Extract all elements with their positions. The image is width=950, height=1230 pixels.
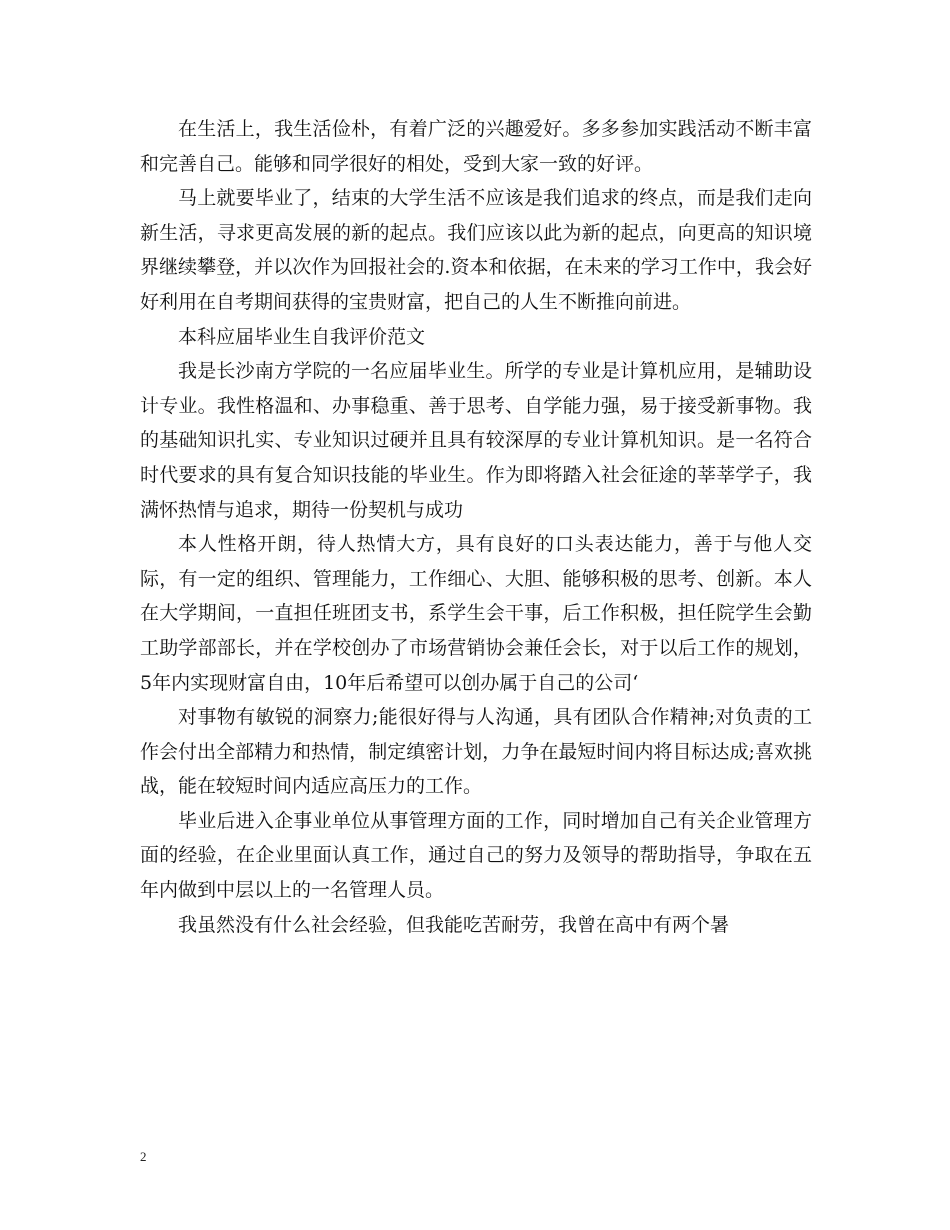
paragraph-experience: 我虽然没有什么社会经验，但我能吃苦耐劳，我曾在高中有两个暑 xyxy=(178,913,730,936)
paragraph-strengths: 对事物有敏锐的洞察力;能很好得与人沟通，具有团队合作精神;对负责的工作会付出全部精力和热情，制定缜密计划，力争在最短时间内将目标达成;喜欢挑战，能在较短时间内适应高压力的工作。 xyxy=(140,706,812,798)
paragraph-graduation: 马上就要毕业了，结束的大学生活不应该是我们追求的终点，而是我们走向新生活，寻求更高发展的新的起点。我们应该以此为新的起点，向更高的知识境界继续攀登，并以次作为回报社会的.资本和依据，在未来的学习工作中，我会好好利用在自考期间获得的宝贵财富，把自己的人生不断推向前进。 xyxy=(140,187,812,313)
page-number: 2 xyxy=(140,1149,147,1164)
paragraph-personality: 本人性格开朗，待人热情大方，具有良好的口头表达能力，善于与他人交际，有一定的组织、管理能力，工作细心、大胆、能够积极的思考、创新。本人在大学期间，一直担任班团支书，系学生会干事，后工作积极，担任院学生会勤工助学部部长，并在学校创办了市场营销协会兼任会长，对于以后工作的规划，5年内实现财富自由，10年后希望可以创办属于自己的公司‘ xyxy=(140,533,812,694)
section-heading: 本科应届毕业生自我评价范文 xyxy=(178,325,426,348)
document-body xyxy=(140,112,812,942)
paragraph-life: 在生活上，我生活俭朴，有着广泛的兴趣爱好。多多参加实践活动不断丰富和完善自己。能够和同学很好的相处，受到大家一致的好评。 xyxy=(140,118,812,175)
paragraph-career-plan: 毕业后进入企事业单位从事管理方面的工作，同时增加自己有关企业管理方面的经验，在企业里面认真工作，通过自己的努力及领导的帮助指导，争取在五年内做到中层以上的一名管理人员。 xyxy=(140,809,812,902)
paragraph-introduction: 我是长沙南方学院的一名应届毕业生。所学的专业是计算机应用，是辅助设计专业。我性格温和、办事稳重、善于思考、自学能力强，易于接受新事物。我的基础知识扎实、专业知识过硬并且具有较深厚的专业计算机知识。是一名符合时代要求的具有复合知识技能的毕业生。作为即将踏入社会征途的莘莘学子，我满怀热情与追求，期待一份契机与成功 xyxy=(140,360,812,521)
